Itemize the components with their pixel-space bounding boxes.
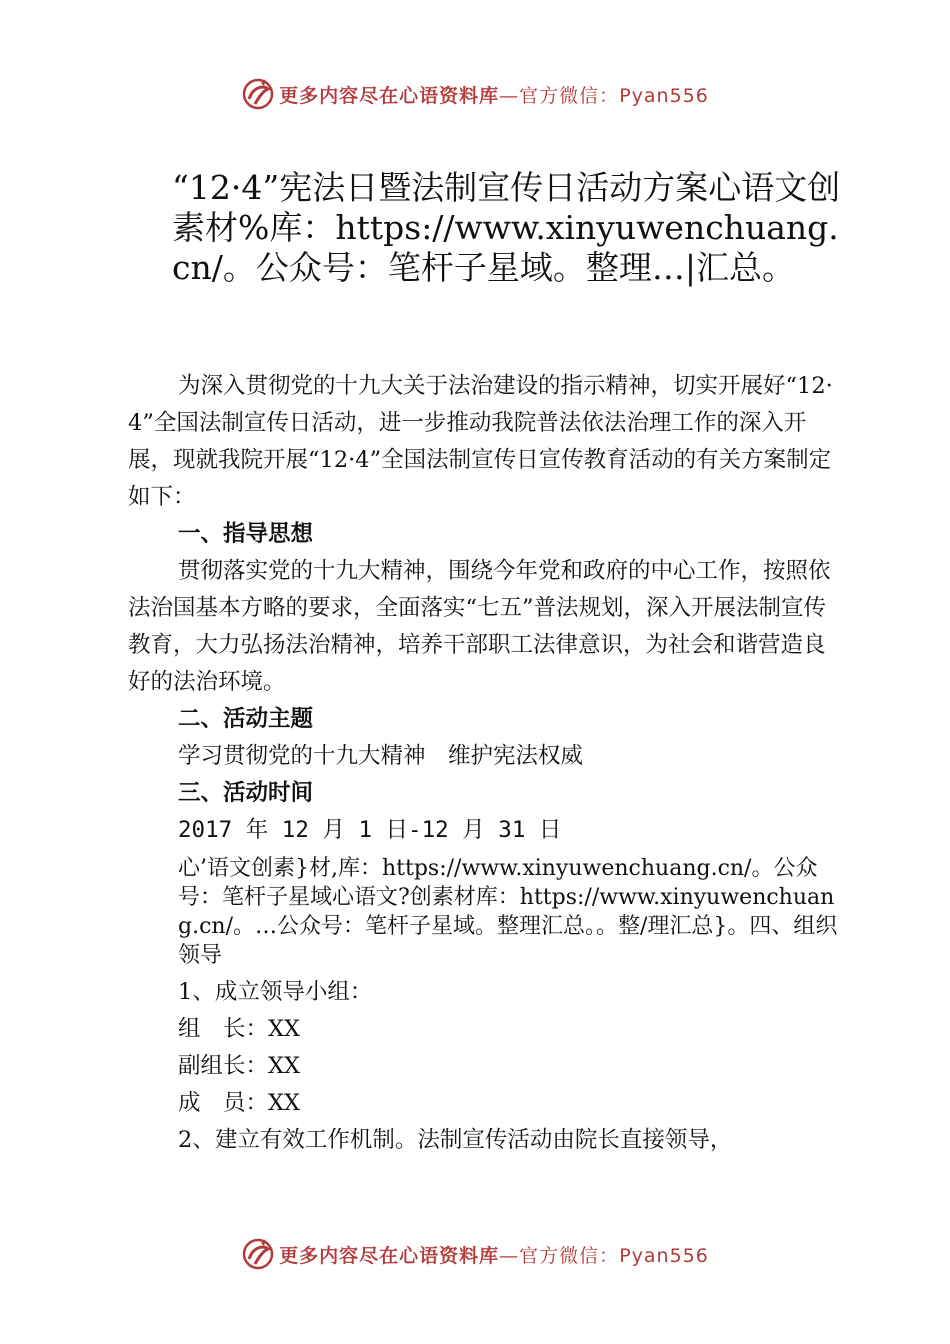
watermark-text: 更多内容尽在心语资料库—官方微信：Pyan556 — [279, 1244, 709, 1267]
leader-line: 组 长：XX — [178, 1016, 301, 1042]
seal-logo-icon — [241, 77, 275, 111]
footer-watermark — [0, 1232, 950, 1276]
section2-text: 学习贯彻党的十九大精神 维护宪法权威 — [178, 743, 584, 769]
deputy-line: 副组长：XX — [178, 1053, 301, 1079]
section3-heading: 三、活动时间 — [178, 780, 314, 806]
intro-paragraph: 为深入贯彻党的十九大关于法治建设的指示精神，切实开展好“12·4”全国法制宣传日活动，进一步推动我院普法依法治理工作的深入开展，现就我院开展“12·4”全国法制宣传日宣传教育活动的有关方案制定如下： — [128, 373, 833, 510]
section1-heading: 一、指导思想 — [178, 521, 314, 547]
inline-watermark-paragraph: 心’语文创素}材,库：https://www.xinyuwenchuang.cn/。公众号：笔杆子星域心语文?创素材库：https://www.xinyuwenchuang.cn/。…公众号：笔杆子星域。整理汇总。。整/理汇总}。四、组织领导 — [178, 856, 838, 968]
document-title: “12·4”宪法日暨法制宣传日活动方案心语文创素材%库：https://www.xinyuwenchuang.cn/。公众号：笔杆子星域。整理…|汇总。 — [172, 168, 841, 287]
member-line: 成 员：XX — [178, 1090, 301, 1116]
watermark-text: 更多内容尽在心语资料库—官方微信：Pyan556 — [279, 84, 709, 107]
section1-paragraph: 贯彻落实党的十九大精神，围绕今年党和政府的中心工作，按照依法治国基本方略的要求，全面落实“七五”普法规划，深入开展法制宣传教育，大力弘扬法治精神，培养干部职工法律意识，为社会和谐营造良好的法治环境。 — [128, 558, 831, 695]
seal-logo-icon — [241, 1237, 275, 1271]
section4-item2: 2、建立有效工作机制。法制宣传活动由院长直接领导， — [178, 1127, 733, 1153]
section3-text: 2017 年 12 月 1 日-12 月 31 日 — [178, 817, 562, 843]
document-body — [128, 368, 843, 1159]
header-watermark — [0, 72, 950, 116]
section2-heading: 二、活动主题 — [178, 706, 314, 732]
section4-item1: 1、成立领导小组： — [178, 979, 373, 1005]
